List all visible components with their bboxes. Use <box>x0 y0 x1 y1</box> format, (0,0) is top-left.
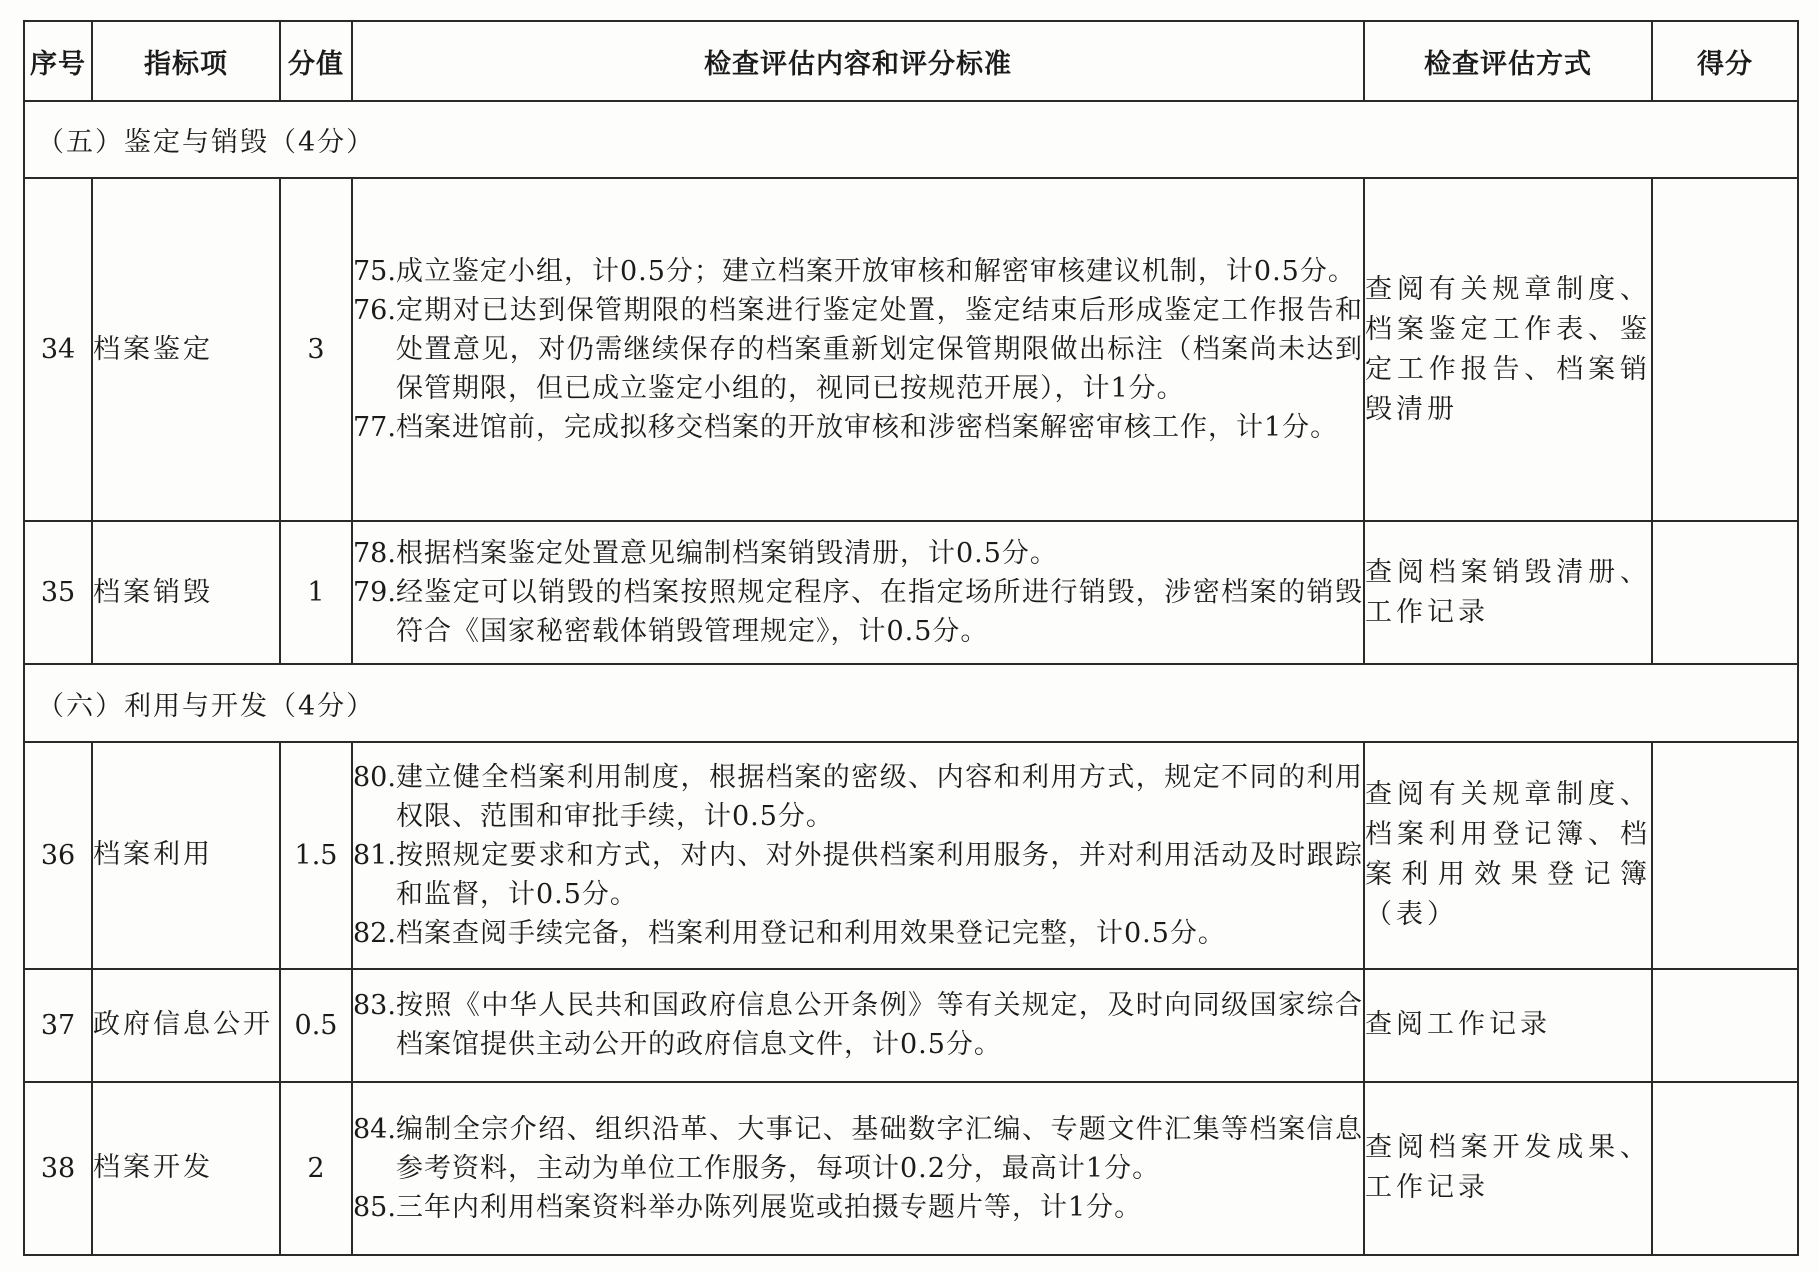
header-result: 得分 <box>1652 21 1798 101</box>
criteria-text: 档案进馆前，完成拟移交档案的开放审核和涉密档案解密审核工作，计1分。 <box>395 412 1339 444</box>
criteria-item <box>353 408 1363 447</box>
criteria-number: 77. <box>353 412 396 444</box>
criteria-item <box>353 836 1363 914</box>
criteria-number: 80. <box>353 761 396 793</box>
criteria-text: 档案查阅手续完备，档案利用登记和利用效果登记完整，计0.5分。 <box>395 917 1226 949</box>
table-header-row <box>24 21 1798 101</box>
row-content <box>352 521 1364 664</box>
row-no: 38 <box>24 1082 92 1255</box>
criteria-text: 根据档案鉴定处置意见编制档案销毁清册，计0.5分。 <box>395 538 1058 570</box>
header-method: 检查评估方式 <box>1364 21 1652 101</box>
row-indicator: 档案销毁 <box>92 521 280 664</box>
criteria-text: 建立健全档案利用制度，根据档案的密级、内容和利用方式，规定不同的利用权限、范围和审批手续，计0.5分。 <box>395 761 1363 832</box>
table-row <box>24 521 1798 664</box>
row-score: 1 <box>280 521 352 664</box>
header-indicator: 指标项 <box>92 21 280 101</box>
criteria-text: 编制全宗介绍、组织沿革、大事记、基础数字汇编、专题文件汇集等档案信息参考资料，主动为单位工作服务，每项计0.2分，最高计1分。 <box>395 1113 1363 1184</box>
criteria-number: 78. <box>353 538 396 570</box>
row-score: 1.5 <box>280 742 352 969</box>
criteria-text: 三年内利用档案资料举办陈列展览或拍摄专题片等，计1分。 <box>395 1191 1143 1223</box>
row-method: 查阅档案开发成果、工作记录 <box>1364 1082 1652 1255</box>
criteria-number: 75. <box>353 256 396 288</box>
row-method: 查阅有关规章制度、档案鉴定工作表、鉴定工作报告、档案销毁清册 <box>1364 178 1652 521</box>
row-result[interactable] <box>1652 742 1798 969</box>
row-score: 0.5 <box>280 969 352 1082</box>
criteria-item <box>353 1188 1363 1227</box>
row-indicator: 政府信息公开 <box>92 969 280 1082</box>
criteria-item <box>353 758 1363 836</box>
row-indicator: 档案鉴定 <box>92 178 280 521</box>
row-content <box>352 1082 1364 1255</box>
section-title: （五）鉴定与销毁（4分） <box>24 101 1798 178</box>
table-row <box>24 969 1798 1082</box>
criteria-item <box>353 252 1363 291</box>
criteria-number: 81. <box>353 839 396 871</box>
criteria-text: 按照《中华人民共和国政府信息公开条例》等有关规定，及时向同级国家综合档案馆提供主动公开的政府信息文件，计0.5分。 <box>395 990 1363 1061</box>
row-content <box>352 969 1364 1082</box>
criteria-number: 79. <box>353 577 396 609</box>
row-indicator: 档案开发 <box>92 1082 280 1255</box>
criteria-text: 经鉴定可以销毁的档案按照规定程序、在指定场所进行销毁，涉密档案的销毁符合《国家秘密载体销毁管理规定》，计0.5分。 <box>395 577 1363 648</box>
section-row <box>24 101 1798 178</box>
row-content <box>352 178 1364 521</box>
row-indicator: 档案利用 <box>92 742 280 969</box>
criteria-text: 按照规定要求和方式，对内、对外提供档案利用服务，并对利用活动及时跟踪和监督，计0.5分。 <box>395 839 1363 910</box>
evaluation-table <box>23 20 1799 1256</box>
criteria-item <box>353 914 1363 953</box>
criteria-item <box>353 1110 1363 1188</box>
criteria-item <box>353 986 1363 1064</box>
header-no: 序号 <box>24 21 92 101</box>
criteria-number: 84. <box>353 1113 396 1145</box>
row-no: 36 <box>24 742 92 969</box>
criteria-item <box>353 534 1363 573</box>
criteria-number: 82. <box>353 917 396 949</box>
criteria-text: 定期对已达到保管期限的档案进行鉴定处置，鉴定结束后形成鉴定工作报告和处置意见，对仍需继续保存的档案重新划定保管期限做出标注（档案尚未达到保管期限，但已成立鉴定小组的，视同已按规范开展），计1分。 <box>395 295 1363 405</box>
table-row <box>24 742 1798 969</box>
row-result[interactable] <box>1652 178 1798 521</box>
row-result[interactable] <box>1652 521 1798 664</box>
section-row <box>24 664 1798 741</box>
criteria-text: 成立鉴定小组，计0.5分；建立档案开放审核和解密审核建议机制，计0.5分。 <box>395 256 1356 288</box>
criteria-number: 85. <box>353 1191 396 1223</box>
row-no: 35 <box>24 521 92 664</box>
row-no: 37 <box>24 969 92 1082</box>
table-row <box>24 1082 1798 1255</box>
row-no: 34 <box>24 178 92 521</box>
row-content <box>352 742 1364 969</box>
row-score: 3 <box>280 178 352 521</box>
row-result[interactable] <box>1652 1082 1798 1255</box>
section-title: （六）利用与开发（4分） <box>24 664 1798 741</box>
row-method: 查阅有关规章制度、档案利用登记簿、档案利用效果登记簿（表） <box>1364 742 1652 969</box>
header-score: 分值 <box>280 21 352 101</box>
criteria-item <box>353 573 1363 651</box>
row-method: 查阅档案销毁清册、工作记录 <box>1364 521 1652 664</box>
row-method: 查阅工作记录 <box>1364 969 1652 1082</box>
table-row <box>24 178 1798 521</box>
criteria-number: 83. <box>353 990 396 1022</box>
criteria-number: 76. <box>353 295 396 327</box>
row-result[interactable] <box>1652 969 1798 1082</box>
row-score: 2 <box>280 1082 352 1255</box>
criteria-item <box>353 291 1363 408</box>
header-content: 检查评估内容和评分标准 <box>352 21 1364 101</box>
